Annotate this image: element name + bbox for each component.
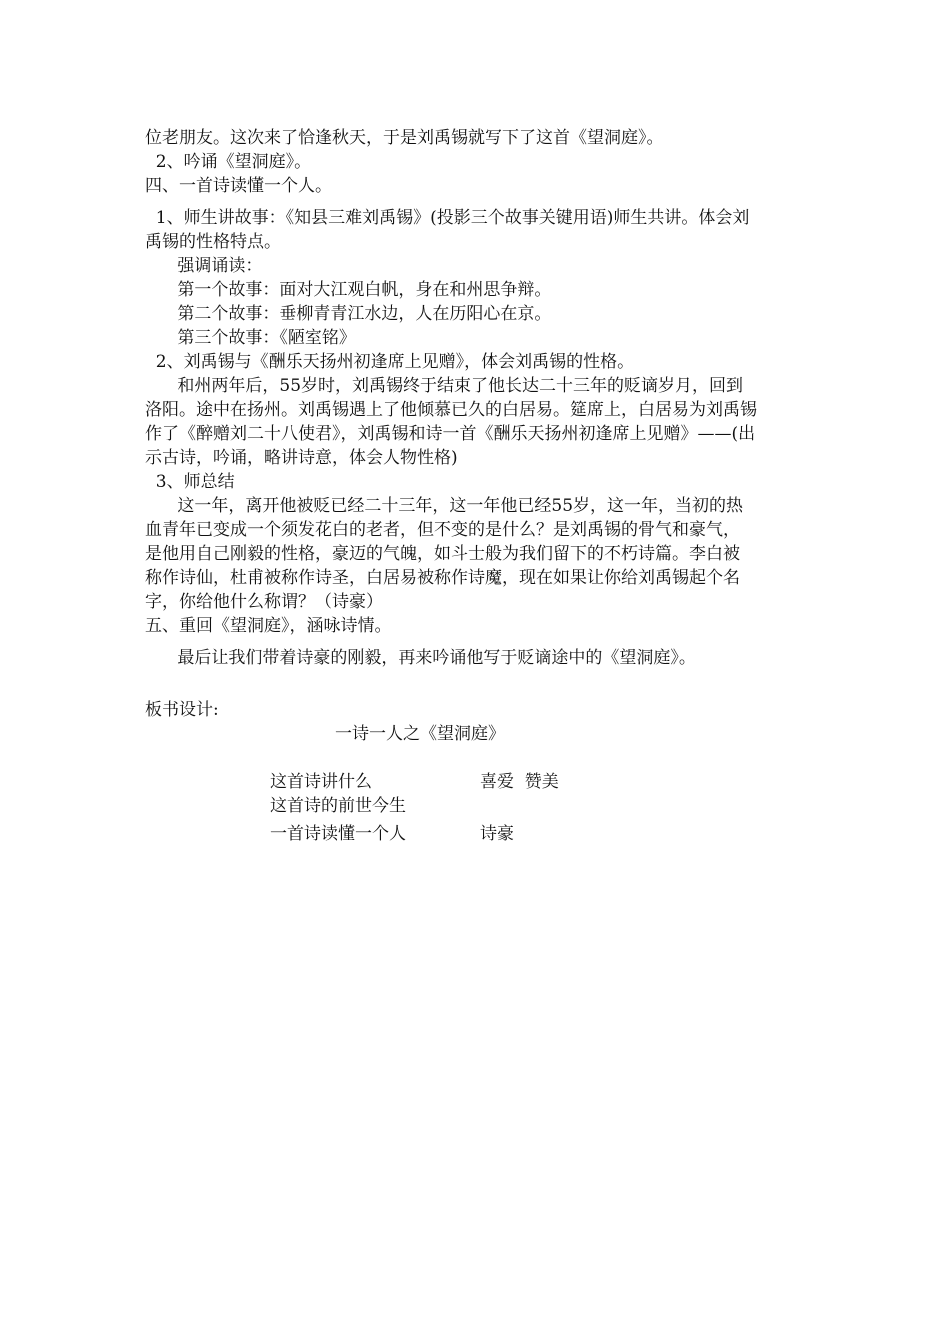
text-line: 2、吟诵《望洞庭》。	[145, 152, 312, 172]
text-line: 字，你给他什么称谓？（诗豪）	[145, 592, 383, 612]
board-row-left: 这首诗的前世今生	[270, 796, 406, 816]
board-title: 一诗一人之《望洞庭》	[335, 724, 505, 744]
text-line: 2、刘禹锡与《酬乐天扬州初逢席上见赠》，体会刘禹锡的性格。	[145, 352, 635, 372]
board-row-right: 诗豪	[480, 824, 514, 844]
text-line: 称作诗仙，杜甫被称作诗圣，白居易被称作诗魔，现在如果让你给刘禹锡起个名	[145, 568, 740, 588]
board-row-left: 这首诗讲什么	[270, 772, 372, 792]
text-line: 位老朋友。这次来了恰逢秋天，于是刘禹锡就写下了这首《望洞庭》。	[145, 128, 664, 148]
text-line: 是他用自己刚毅的性格，豪迈的气魄，如斗士般为我们留下的不朽诗篇。李白被	[145, 544, 740, 564]
text-line: 示古诗，吟诵，略讲诗意，体会人物性格)	[145, 448, 458, 468]
text-line: 最后让我们带着诗豪的刚毅，再来吟诵他写于贬谪途中的《望洞庭》。	[145, 648, 696, 668]
text-line: 血青年已变成一个须发花白的老者，但不变的是什么？是刘禹锡的骨气和豪气，	[145, 520, 740, 540]
text-line: 这一年，离开他被贬已经二十三年，这一年他已经55岁，这一年，当初的热	[145, 496, 744, 516]
text-line: 洛阳。途中在扬州。刘禹锡遇上了他倾慕已久的白居易。筵席上，白居易为刘禹锡	[145, 400, 757, 420]
text-line: 和州两年后，55岁时，刘禹锡终于结束了他长达二十三年的贬谪岁月，回到	[145, 376, 744, 396]
section-heading: 五、重回《望洞庭》，涵咏诗情。	[145, 616, 392, 636]
board-heading: 板书设计:	[145, 700, 219, 720]
text-line: 1、师生讲故事：《知县三难刘禹锡》(投影三个故事关键用语)师生共讲。体会刘	[145, 208, 750, 228]
board-row-right: 喜爱 赞美	[480, 772, 559, 792]
text-line: 第三个故事：《陋室铭》	[145, 328, 356, 348]
board-row-left: 一首诗读懂一个人	[270, 824, 406, 844]
section-heading: 四、一首诗读懂一个人。	[145, 176, 332, 196]
text-line: 第二个故事：垂柳青青江水边，人在历阳心在京。	[145, 304, 552, 324]
text-line: 强调诵读：	[145, 256, 263, 276]
text-line: 第一个故事：面对大江观白帆，身在和州思争辩。	[145, 280, 552, 300]
text-line: 3、师总结	[145, 472, 235, 492]
text-line: 作了《醉赠刘二十八使君》，刘禹锡和诗一首《酬乐天扬州初逢席上见赠》——(出	[145, 424, 756, 444]
text-line: 禹锡的性格特点。	[145, 232, 281, 252]
